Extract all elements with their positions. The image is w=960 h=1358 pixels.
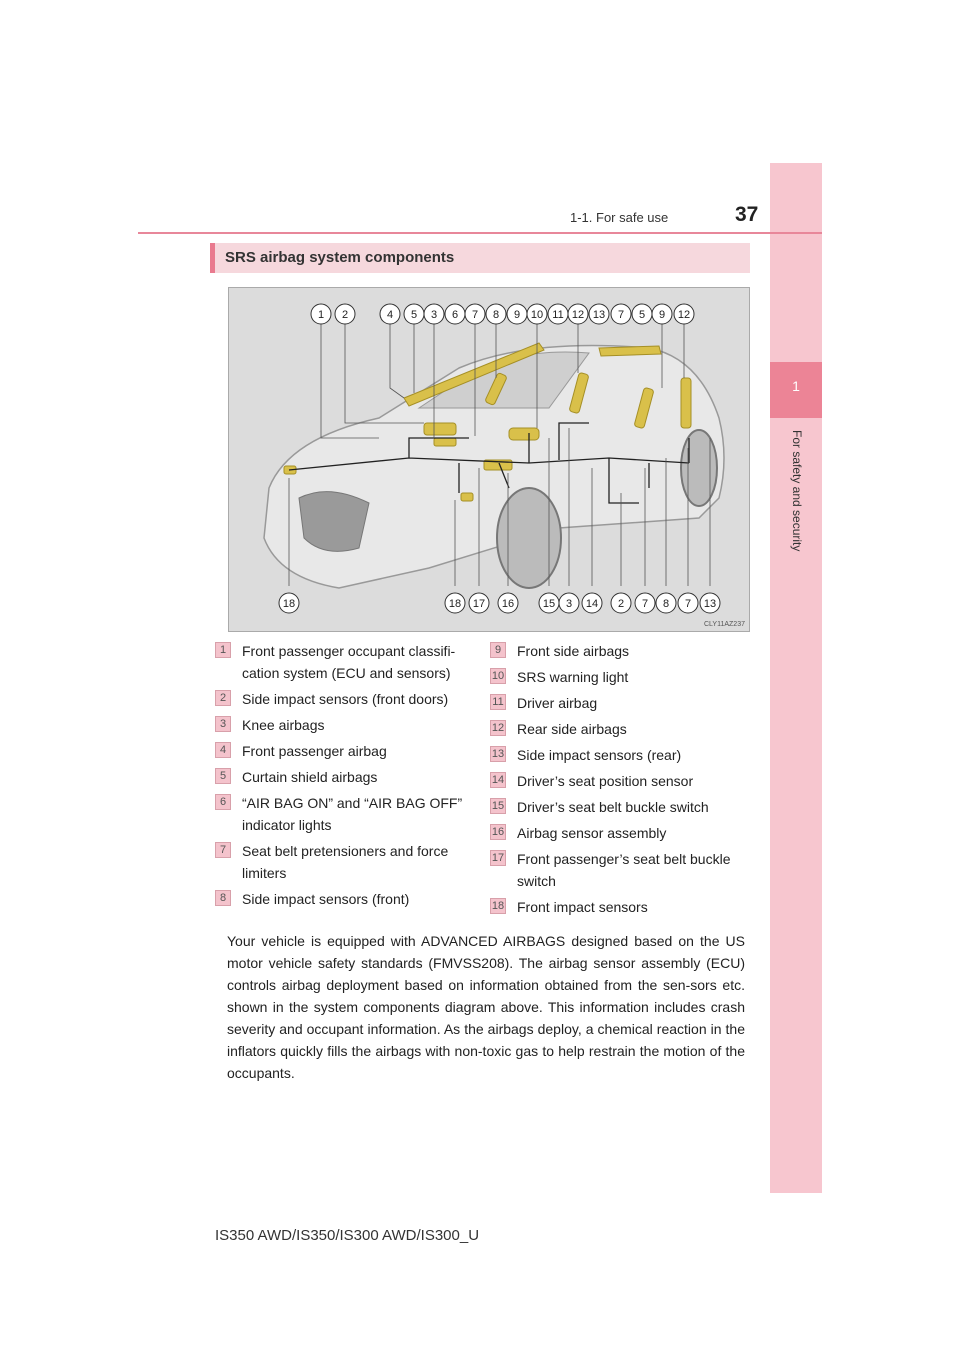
callout-number: 16: [501, 598, 515, 610]
callout-number: 14: [585, 598, 599, 610]
legend-item: [215, 688, 480, 710]
legend-label: Front impact sensors: [517, 899, 648, 915]
chapter-title-vertical: [770, 430, 822, 600]
callout-number: 8: [662, 598, 670, 610]
curtain-airbag-right: [599, 346, 661, 356]
callout-number: 5: [638, 309, 646, 321]
legend-label: “AIR BAG ON” and “AIR BAG OFF” indicator lights: [242, 795, 463, 833]
callout-number: 7: [641, 598, 649, 610]
legend-number: 10: [491, 670, 505, 682]
callout-number: 15: [542, 598, 556, 610]
side-tab: [770, 163, 822, 1193]
legend-label: Driver airbag: [517, 695, 598, 711]
legend-label: Front passenger’s seat belt buckle switch: [517, 851, 731, 889]
legend-number: 1: [215, 642, 231, 658]
legend-number: 9: [490, 642, 506, 658]
legend-left-column: [215, 640, 480, 914]
legend-number: 17: [491, 852, 505, 864]
legend-label: Side impact sensors (rear): [517, 747, 682, 763]
front-passenger-airbag: [424, 423, 456, 435]
legend-number: 14: [491, 774, 505, 786]
car-illustration: [229, 288, 750, 632]
callout-number: 12: [677, 309, 691, 321]
legend-item: [490, 848, 755, 892]
legend-item: [490, 822, 755, 844]
legend-label: Rear side airbags: [517, 721, 627, 737]
legend-number: 7: [215, 842, 231, 858]
legend-item: [215, 740, 480, 762]
legend-label: Seat belt pretensioners and force limiters: [242, 843, 449, 881]
callout-number: 18: [282, 598, 296, 610]
legend-item: [490, 744, 755, 766]
callout-number: 3: [430, 309, 438, 321]
legend-number: 11: [490, 694, 506, 710]
legend-item: [490, 666, 755, 688]
legend-label: Front passenger occupant classifi-cation system (ECU and sensors): [242, 643, 456, 681]
front-wheel: [497, 488, 561, 588]
legend-right-column: [490, 640, 755, 922]
legend-item: [490, 718, 755, 740]
legend-number: 5: [215, 768, 231, 784]
legend-number: 15: [491, 800, 505, 812]
callout-number: 5: [410, 309, 418, 321]
legend-label: Airbag sensor assembly: [517, 825, 667, 841]
legend-number: 3: [215, 716, 231, 732]
callout-number: 9: [513, 309, 521, 321]
rear-side-airbag-right: [681, 378, 691, 428]
callout-number: 7: [684, 598, 692, 610]
airbag-components-diagram: [228, 287, 750, 632]
callout-number: 17: [472, 598, 486, 610]
legend-item: [490, 640, 755, 662]
callout-number: 2: [617, 598, 625, 610]
legend-number: 2: [215, 690, 231, 706]
legend-item: [215, 640, 480, 684]
callout-number: 10: [530, 309, 544, 321]
callout-number: 3: [565, 598, 573, 610]
callout-number: 13: [703, 598, 717, 610]
callout-number: 12: [571, 309, 585, 321]
legend-number: 4: [215, 742, 231, 758]
header-rule: [138, 232, 822, 234]
legend-item: [490, 692, 755, 714]
callout-number: 11: [552, 309, 564, 321]
rear-wheel: [681, 430, 717, 506]
knee-airbag: [434, 438, 456, 446]
legend-label: Side impact sensors (front): [242, 891, 410, 907]
legend-item: [490, 796, 755, 818]
legend-label: SRS warning light: [517, 669, 629, 685]
legend-item: [215, 792, 480, 836]
callout-number: 9: [658, 309, 666, 321]
legend-number: 13: [491, 748, 505, 760]
section-banner: [210, 243, 750, 273]
callout-number: 13: [592, 309, 606, 321]
bottom-callouts: [279, 593, 720, 613]
legend-label: Side impact sensors (front doors): [242, 691, 449, 707]
legend-item: [490, 896, 755, 918]
legend-item: [215, 766, 480, 788]
front-impact-sensor-right: [461, 493, 473, 501]
footer-model: IS350 AWD/IS350/IS300 AWD/IS300_U: [215, 1227, 480, 1244]
legend-number: 6: [215, 794, 231, 810]
body-paragraph: Your vehicle is equipped with ADVANCED AIRBAGS designed based on the US motor vehicle safety standards (FMVSS208). The airbag sensor assembly (ECU) controls airbag deployment based on information obtained from the sen-sors etc. shown in the system components diagram above. This information includes crash severity and occupant information. As the airbags deploy, a chemical reaction in the inflators quickly fills the airbags with non-toxic gas to help restrain the motion of the occupants.: [227, 933, 745, 1081]
legend-number: 16: [491, 826, 505, 838]
section-title: SRS airbag system components: [225, 249, 455, 266]
driver-airbag: [509, 428, 539, 440]
legend-item: [215, 888, 480, 910]
legend-item: [215, 840, 480, 884]
legend-label: Front passenger airbag: [242, 743, 387, 759]
legend-number: 18: [491, 900, 505, 912]
legend-label: Curtain shield airbags: [242, 769, 378, 785]
callout-number: 6: [451, 309, 459, 321]
chapter-title: For safety and security: [790, 430, 804, 552]
legend-label: Driver’s seat belt buckle switch: [517, 799, 709, 815]
legend-label: Knee airbags: [242, 717, 325, 733]
figure-code: CLY11AZ237: [704, 621, 745, 628]
legend-label: Front side airbags: [517, 643, 630, 659]
legend-number: 8: [215, 890, 231, 906]
legend-item: [490, 770, 755, 792]
callout-number: 7: [471, 309, 479, 321]
legend-item: [215, 714, 480, 736]
callout-number: 18: [448, 598, 462, 610]
legend-number: 12: [491, 722, 505, 734]
header-section: 1-1. For safe use: [570, 210, 669, 225]
callout-number: 7: [617, 309, 625, 321]
chapter-number: 1: [792, 378, 800, 394]
callout-number: 8: [492, 309, 500, 321]
legend-label: Driver’s seat position sensor: [517, 773, 694, 789]
grille: [299, 492, 369, 552]
callout-number: 4: [386, 309, 394, 321]
callout-number: 2: [341, 309, 349, 321]
page-number: 37: [735, 203, 759, 226]
callout-number: 1: [317, 309, 325, 321]
top-callouts: [311, 304, 694, 324]
